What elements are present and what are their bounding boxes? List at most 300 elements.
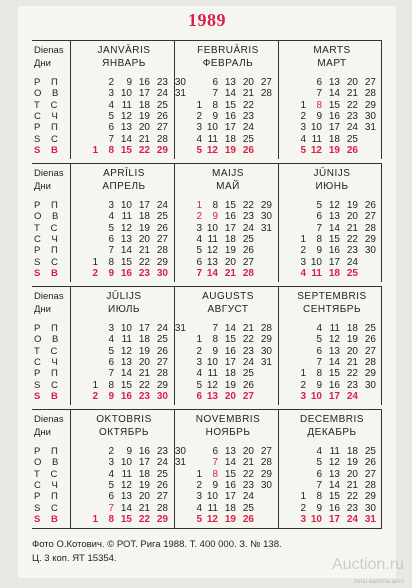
date-cell: 19 bbox=[138, 110, 150, 122]
date-cell: 4 bbox=[300, 133, 306, 145]
date-cell: 10 bbox=[206, 222, 218, 234]
month-name-ru: ИЮНЬ bbox=[315, 181, 349, 192]
date-cell: 20 bbox=[138, 122, 150, 134]
date-cell: 26 bbox=[242, 379, 254, 391]
weekday-row bbox=[186, 200, 280, 211]
weekday-row bbox=[186, 77, 280, 88]
date-cell: 28 bbox=[364, 479, 376, 491]
date-cell: 2 bbox=[300, 245, 306, 257]
date-cell: 8 bbox=[316, 491, 322, 503]
date-cell: 2 bbox=[300, 502, 306, 514]
date-cell: 31 bbox=[364, 122, 376, 134]
date-cell: 12 bbox=[120, 222, 132, 234]
date-cell: 28 bbox=[364, 222, 376, 234]
date-cell: 8 bbox=[316, 368, 322, 380]
date-cell: 7 bbox=[316, 88, 322, 100]
date-cell: 21 bbox=[346, 88, 358, 100]
date-cell: 12 bbox=[206, 144, 218, 156]
date-cell: 27 bbox=[156, 122, 168, 134]
date-cell: 22 bbox=[242, 468, 254, 480]
date-cell: 21 bbox=[242, 323, 254, 334]
date-cell: 9 bbox=[126, 77, 132, 88]
date-cell: 30 bbox=[156, 390, 168, 402]
date-cell: 19 bbox=[224, 144, 236, 156]
date-cell: 6 bbox=[316, 468, 322, 480]
month-name-ru: МАЙ bbox=[216, 181, 240, 192]
year-title: 1989 bbox=[188, 10, 226, 30]
date-cell: 23 bbox=[346, 502, 358, 514]
date-cell: 1 bbox=[196, 468, 202, 480]
month-name-ru: АВГУСТ bbox=[207, 304, 249, 315]
weekday-row bbox=[290, 77, 384, 88]
weekday-column bbox=[32, 164, 70, 282]
weekday-row bbox=[186, 323, 280, 334]
date-cell: 11 bbox=[207, 502, 218, 514]
date-cell: 17 bbox=[224, 122, 236, 134]
date-cell: 17 bbox=[138, 457, 150, 469]
date-cell: 3 bbox=[108, 457, 114, 469]
date-cell: 20 bbox=[346, 345, 358, 357]
date-cell: 18 bbox=[224, 133, 236, 145]
date-cell: 9 bbox=[108, 267, 114, 279]
weekday-row bbox=[186, 145, 280, 156]
date-cell: 7 bbox=[196, 267, 202, 279]
date-cell: 6 bbox=[108, 491, 114, 503]
date-cell: 23 bbox=[242, 211, 254, 223]
weekday-row bbox=[290, 357, 384, 368]
month-cell bbox=[72, 164, 176, 282]
weekday-label: S C bbox=[34, 379, 62, 391]
date-cell: 23 bbox=[242, 110, 254, 122]
weekday-row bbox=[186, 491, 280, 502]
weekday-label: Т С bbox=[34, 468, 62, 480]
date-cell: 18 bbox=[224, 502, 236, 514]
weekday-row bbox=[186, 469, 280, 480]
date-cell: 27 bbox=[156, 233, 168, 245]
date-cell: 14 bbox=[224, 323, 236, 334]
weekday-header-lv: Dienas bbox=[34, 414, 64, 425]
date-cell: 16 bbox=[138, 446, 150, 457]
weekday-header-ru: Дни bbox=[34, 304, 51, 315]
date-cell: 22 bbox=[346, 491, 358, 503]
weekday-label: Р П bbox=[34, 446, 62, 457]
date-cell: 15 bbox=[328, 491, 340, 503]
weekday-label: С Ч bbox=[34, 233, 62, 245]
date-cell: 4 bbox=[108, 334, 114, 346]
date-cell: 10 bbox=[310, 390, 322, 402]
grid-divider bbox=[70, 41, 71, 159]
weekday-label: Р П bbox=[34, 368, 62, 380]
month-name-lv: DECEMBRIS bbox=[300, 414, 364, 425]
date-cell: 14 bbox=[206, 267, 218, 279]
weekday-row bbox=[186, 514, 280, 525]
date-cell: 3 bbox=[196, 356, 202, 368]
date-cell: 27 bbox=[260, 446, 272, 457]
weekday-row bbox=[82, 268, 176, 279]
weekday-row bbox=[82, 245, 176, 256]
date-cell: 6 bbox=[212, 446, 218, 457]
date-cell: 26 bbox=[156, 345, 168, 357]
date-cell: 4 bbox=[196, 368, 202, 380]
weekday-row bbox=[82, 122, 176, 133]
date-cell: 17 bbox=[138, 200, 150, 211]
weekday-row bbox=[186, 111, 280, 122]
date-cell: 17 bbox=[328, 256, 340, 268]
date-cell: 18 bbox=[224, 368, 236, 380]
date-cell: 23 bbox=[346, 110, 358, 122]
weekday-label: S B bbox=[34, 390, 62, 402]
weekday-row bbox=[82, 446, 186, 457]
calendar-grid bbox=[32, 40, 382, 532]
weekday-row bbox=[186, 391, 280, 402]
date-cell: 23 bbox=[138, 267, 150, 279]
date-cell: 19 bbox=[224, 513, 236, 525]
weekday-row bbox=[290, 134, 384, 145]
date-cell: 20 bbox=[346, 211, 358, 223]
date-cell: 2 bbox=[300, 379, 306, 391]
date-cell: 15 bbox=[224, 200, 236, 211]
month-name-ru: НОЯБРЬ bbox=[205, 427, 251, 438]
date-cell: 12 bbox=[206, 245, 218, 257]
month-name-lv: JŪLIJS bbox=[106, 291, 142, 302]
date-cell: 15 bbox=[120, 256, 132, 268]
date-cell: 21 bbox=[224, 267, 236, 279]
date-cell: 28 bbox=[364, 356, 376, 368]
date-cell: 12 bbox=[310, 144, 322, 156]
date-cell: 20 bbox=[224, 256, 236, 268]
date-cell: 11 bbox=[207, 233, 218, 245]
date-cell: 10 bbox=[310, 256, 322, 268]
month-name-ru: ИЮЛЬ bbox=[108, 304, 140, 315]
weekday-row bbox=[186, 257, 280, 268]
date-cell: 24 bbox=[242, 122, 254, 134]
date-cell: 29 bbox=[364, 368, 376, 380]
weekday-label: Р П bbox=[34, 122, 62, 134]
weekday-label: С Ч bbox=[34, 479, 62, 491]
date-cell: 5 bbox=[316, 457, 322, 469]
date-cell: 29 bbox=[260, 200, 272, 211]
weekday-row bbox=[290, 122, 384, 133]
date-cell: 28 bbox=[364, 88, 376, 100]
date-cell: 10 bbox=[120, 323, 132, 334]
date-cell: 31 bbox=[260, 356, 272, 368]
date-cell: 6 bbox=[212, 77, 218, 88]
date-cell: 23 bbox=[156, 446, 168, 457]
date-cell: 19 bbox=[224, 379, 236, 391]
month-name-lv: JANVĀRIS bbox=[97, 45, 151, 56]
date-cell: 12 bbox=[120, 479, 132, 491]
date-cell: 1 bbox=[92, 513, 98, 525]
date-cell: 26 bbox=[156, 479, 168, 491]
date-cell: 29 bbox=[364, 491, 376, 503]
date-cell: 15 bbox=[224, 468, 236, 480]
weekday-row bbox=[290, 446, 384, 457]
grid-divider bbox=[70, 287, 71, 405]
date-cell: 1 bbox=[196, 334, 202, 346]
date-cell: 14 bbox=[120, 245, 132, 257]
weekday-row bbox=[186, 457, 280, 468]
month-cell bbox=[280, 41, 384, 159]
date-cell: 13 bbox=[328, 468, 340, 480]
weekday-row bbox=[82, 391, 176, 402]
date-cell: 23 bbox=[346, 379, 358, 391]
date-cell: 3 bbox=[196, 222, 202, 234]
date-cell: 20 bbox=[346, 468, 358, 480]
date-cell: 17 bbox=[328, 390, 340, 402]
date-cell: 11 bbox=[311, 267, 322, 279]
weekday-row bbox=[186, 368, 280, 379]
date-cell: 16 bbox=[328, 502, 340, 514]
date-cell: 31 bbox=[174, 88, 186, 100]
weekday-label: S B bbox=[34, 267, 62, 279]
date-cell: 21 bbox=[242, 457, 254, 469]
weekday-row bbox=[186, 334, 280, 345]
weekday-row bbox=[82, 145, 176, 156]
date-cell: 15 bbox=[328, 368, 340, 380]
date-cell: 24 bbox=[346, 122, 358, 134]
date-cell: 15 bbox=[120, 513, 132, 525]
weekday-label: S B bbox=[34, 144, 62, 156]
date-cell: 7 bbox=[212, 88, 218, 100]
date-cell: 2 bbox=[196, 479, 202, 491]
date-cell: 2 bbox=[196, 211, 202, 223]
weekday-row bbox=[186, 100, 280, 111]
date-cell: 17 bbox=[138, 88, 150, 100]
date-cell: 25 bbox=[242, 502, 254, 514]
date-cell: 13 bbox=[120, 356, 132, 368]
date-cell: 19 bbox=[346, 200, 358, 211]
date-cell: 24 bbox=[156, 200, 168, 211]
date-cell: 14 bbox=[328, 88, 340, 100]
date-cell: 7 bbox=[212, 457, 218, 469]
date-cell: 9 bbox=[316, 110, 322, 122]
date-cell: 8 bbox=[212, 334, 218, 346]
date-cell: 2 bbox=[196, 345, 202, 357]
date-cell: 25 bbox=[156, 211, 168, 223]
date-cell: 15 bbox=[120, 379, 132, 391]
month-name-lv: SEPTEMBRIS bbox=[297, 291, 367, 302]
date-cell: 15 bbox=[120, 144, 132, 156]
watermark: Auction.ru bbox=[331, 556, 404, 573]
date-cell: 30 bbox=[364, 245, 376, 257]
date-cell: 30 bbox=[364, 379, 376, 391]
date-cell: 24 bbox=[346, 513, 358, 525]
month-cell bbox=[176, 287, 280, 405]
weekday-label: Т С bbox=[34, 222, 62, 234]
weekday-row bbox=[290, 514, 384, 525]
date-cell: 25 bbox=[242, 233, 254, 245]
date-cell: 26 bbox=[156, 222, 168, 234]
date-cell: 15 bbox=[224, 334, 236, 346]
date-cell: 8 bbox=[108, 513, 114, 525]
date-cell: 4 bbox=[196, 233, 202, 245]
date-cell: 5 bbox=[300, 144, 306, 156]
date-cell: 14 bbox=[120, 133, 132, 145]
weekday-row bbox=[290, 245, 384, 256]
date-cell: 8 bbox=[212, 200, 218, 211]
weekday-row bbox=[82, 491, 176, 502]
date-cell: 7 bbox=[316, 479, 322, 491]
weekday-row bbox=[82, 469, 176, 480]
weekday-label: Т С bbox=[34, 99, 62, 111]
weekday-header-ru: Дни bbox=[34, 58, 51, 69]
weekday-header-lv: Dienas bbox=[34, 168, 64, 179]
weekday-row bbox=[290, 334, 384, 345]
date-cell: 29 bbox=[156, 513, 168, 525]
weekday-row bbox=[290, 368, 384, 379]
date-cell: 20 bbox=[242, 77, 254, 88]
weekday-row bbox=[290, 469, 384, 480]
date-cell: 5 bbox=[108, 222, 114, 234]
date-cell: 22 bbox=[242, 200, 254, 211]
date-cell: 13 bbox=[328, 211, 340, 223]
weekday-row bbox=[290, 211, 384, 222]
weekday-column bbox=[32, 410, 70, 528]
date-cell: 13 bbox=[206, 390, 218, 402]
date-cell: 29 bbox=[156, 144, 168, 156]
date-cell: 28 bbox=[156, 502, 168, 514]
date-cell: 5 bbox=[196, 245, 202, 257]
month-name-lv: MARTS bbox=[313, 45, 351, 56]
weekday-label: О В bbox=[34, 457, 63, 469]
date-cell: 11 bbox=[121, 99, 132, 111]
date-cell: 5 bbox=[108, 479, 114, 491]
weekday-row bbox=[82, 503, 176, 514]
weekday-header-lv: Dienas bbox=[34, 45, 64, 56]
date-cell: 26 bbox=[364, 334, 376, 346]
weekday-label: S C bbox=[34, 256, 62, 268]
date-cell: 26 bbox=[346, 144, 358, 156]
weekday-row bbox=[82, 514, 176, 525]
date-cell: 24 bbox=[156, 323, 168, 334]
date-cell: 30 bbox=[364, 502, 376, 514]
weekday-row bbox=[290, 111, 384, 122]
date-cell: 22 bbox=[138, 256, 150, 268]
date-cell: 11 bbox=[121, 468, 132, 480]
date-cell: 19 bbox=[346, 334, 358, 346]
weekday-row bbox=[186, 446, 280, 457]
weekday-row bbox=[82, 211, 176, 222]
date-cell: 14 bbox=[224, 88, 236, 100]
date-cell: 1 bbox=[300, 368, 306, 380]
date-cell: 18 bbox=[328, 267, 340, 279]
date-cell: 14 bbox=[120, 502, 132, 514]
weekday-header-lv: Dienas bbox=[34, 291, 64, 302]
date-cell: 4 bbox=[108, 99, 114, 111]
date-cell: 30 bbox=[174, 446, 186, 457]
weekday-row bbox=[186, 223, 280, 234]
date-cell: 22 bbox=[138, 513, 150, 525]
date-cell: 28 bbox=[156, 368, 168, 380]
date-cell: 13 bbox=[224, 77, 236, 88]
month-name-lv: JŪNIJS bbox=[313, 168, 351, 179]
weekday-label: Р П bbox=[34, 323, 62, 334]
date-cell: 3 bbox=[108, 200, 114, 211]
weekday-label: О В bbox=[34, 88, 63, 100]
date-cell: 24 bbox=[242, 491, 254, 503]
month-cell bbox=[72, 41, 186, 159]
weekday-row bbox=[186, 268, 280, 279]
imprint-line-2: Ц. 3 коп. ЯТ 15354. bbox=[32, 553, 117, 564]
date-cell: 20 bbox=[138, 233, 150, 245]
quarter-block bbox=[32, 286, 382, 405]
date-cell: 19 bbox=[224, 245, 236, 257]
weekday-row bbox=[290, 491, 384, 502]
date-cell: 11 bbox=[329, 446, 340, 457]
date-cell: 13 bbox=[206, 256, 218, 268]
date-cell: 21 bbox=[138, 502, 150, 514]
date-cell: 25 bbox=[156, 334, 168, 346]
date-cell: 27 bbox=[242, 256, 254, 268]
date-cell: 23 bbox=[242, 479, 254, 491]
date-cell: 11 bbox=[121, 334, 132, 346]
date-cell: 19 bbox=[138, 345, 150, 357]
date-cell: 22 bbox=[346, 233, 358, 245]
date-cell: 7 bbox=[316, 356, 322, 368]
grid-divider bbox=[70, 164, 71, 282]
date-cell: 19 bbox=[328, 144, 340, 156]
weekday-row bbox=[186, 245, 280, 256]
date-cell: 28 bbox=[156, 133, 168, 145]
date-cell: 20 bbox=[346, 77, 358, 88]
date-cell: 16 bbox=[328, 379, 340, 391]
date-cell: 29 bbox=[260, 334, 272, 346]
date-cell: 2 bbox=[92, 390, 98, 402]
date-cell: 21 bbox=[138, 245, 150, 257]
date-cell: 7 bbox=[212, 323, 218, 334]
date-cell: 10 bbox=[120, 457, 132, 469]
date-cell: 29 bbox=[156, 379, 168, 391]
date-cell: 4 bbox=[196, 502, 202, 514]
weekday-row bbox=[186, 346, 280, 357]
date-cell: 22 bbox=[138, 144, 150, 156]
weekday-label: S C bbox=[34, 502, 62, 514]
date-cell: 22 bbox=[346, 99, 358, 111]
date-cell: 23 bbox=[346, 245, 358, 257]
date-cell: 1 bbox=[196, 200, 202, 211]
date-cell: 20 bbox=[138, 356, 150, 368]
date-cell: 22 bbox=[138, 379, 150, 391]
date-cell: 28 bbox=[260, 457, 272, 469]
date-cell: 31 bbox=[260, 222, 272, 234]
date-cell: 9 bbox=[316, 502, 322, 514]
weekday-row bbox=[186, 122, 280, 133]
date-cell: 18 bbox=[138, 334, 150, 346]
weekday-row bbox=[82, 457, 186, 469]
weekday-label: С Ч bbox=[34, 110, 62, 122]
date-cell: 15 bbox=[328, 233, 340, 245]
date-cell: 16 bbox=[224, 479, 236, 491]
date-cell: 25 bbox=[242, 368, 254, 380]
date-cell: 22 bbox=[242, 99, 254, 111]
date-cell: 24 bbox=[242, 222, 254, 234]
date-cell: 31 bbox=[174, 323, 186, 334]
date-cell: 18 bbox=[224, 233, 236, 245]
month-cell bbox=[72, 410, 186, 528]
weekday-label: С Ч bbox=[34, 356, 62, 368]
date-cell: 18 bbox=[138, 468, 150, 480]
date-cell: 26 bbox=[364, 457, 376, 469]
imprint-footer bbox=[32, 538, 282, 566]
weekday-label: S C bbox=[34, 133, 62, 145]
date-cell: 19 bbox=[138, 479, 150, 491]
date-cell: 9 bbox=[108, 390, 114, 402]
date-cell: 27 bbox=[364, 77, 376, 88]
date-cell: 29 bbox=[364, 99, 376, 111]
date-cell: 12 bbox=[206, 379, 218, 391]
date-cell: 23 bbox=[156, 77, 168, 88]
date-cell: 13 bbox=[328, 345, 340, 357]
